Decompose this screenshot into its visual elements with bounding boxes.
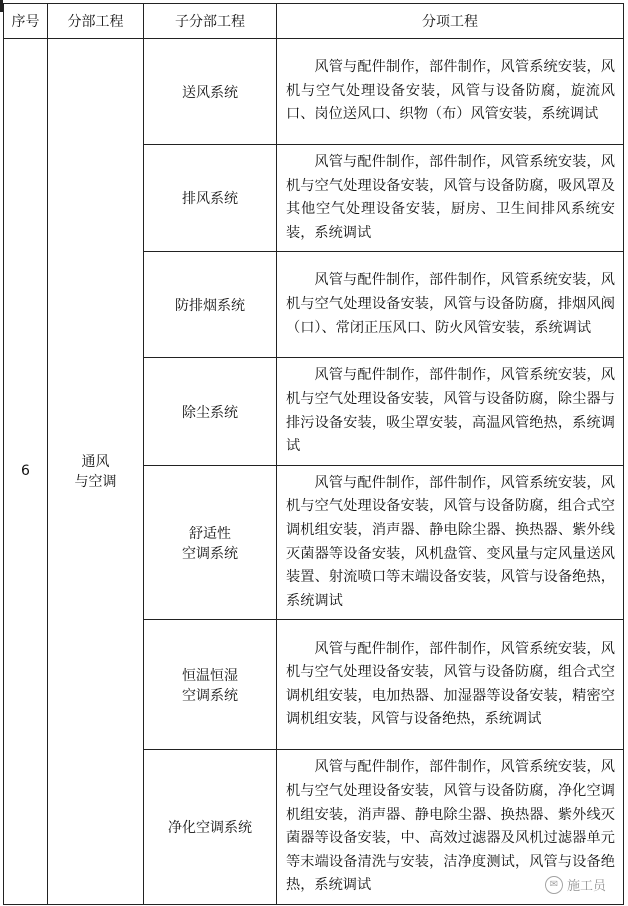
header-division: 分部工程: [48, 4, 144, 39]
items-cell: 风管与配件制作，部件制作，风管系统安装，风机与空气处理设备安装，风管与设备防腐，吸风罩及其他空气处理设备安装，厨房、卫生间排风系统安装，系统调试: [277, 145, 624, 252]
wechat-icon: ✉: [545, 876, 563, 894]
header-seq: 序号: [4, 4, 48, 39]
items-cell: 风管与配件制作，部件制作，风管系统安装，风机与空气处理设备安装，风管与设备防腐，净化空调机组安装，消声器、静电除尘器、换热器、紫外线灭菌器等设备安装，中、高效过滤器及风机过滤器单元等末端设备清洗与安装，洁净度测试，风管与设备绝热，系统调试: [277, 750, 624, 905]
subdivision-line: 除尘系统: [182, 404, 238, 421]
division-cell: [48, 39, 144, 905]
division-line-1: 通风: [81, 454, 110, 471]
subdivision-cell: [144, 39, 277, 145]
header-subdivision: 子分部工程: [144, 4, 277, 39]
watermark-text: 施工员: [566, 879, 606, 894]
construction-division-table: [3, 3, 624, 905]
subdivision-line: 净化空调系统: [168, 820, 252, 837]
items-cell: 风管与配件制作，部件制作，风管系统安装，风机与空气处理设备安装，风管与设备防腐，排烟风阀（口）、常闭正压风口、防火风管安装，系统调试: [277, 252, 624, 358]
items-cell: 风管与配件制作，部件制作，风管系统安装，风机与空气处理设备安装，风管与设备防腐，组合式空调机组安装，电加热器、加湿器等设备安装，精密空调机组安装，风管与设备绝热，系统调试: [277, 620, 624, 750]
subdivision-cell: [144, 465, 277, 620]
subdivision-line: 恒温恒湿: [182, 667, 238, 684]
header-items: 分项工程: [277, 4, 624, 39]
subdivision-cell: [144, 750, 277, 905]
items-cell: 风管与配件制作，部件制作，风管系统安装，风机与空气处理设备安装，风管与设备防腐，旋流风口、岗位送风口、织物（布）风管安装，系统调试: [277, 39, 624, 145]
subdivision-cell: [144, 252, 277, 358]
seq-cell: 6: [4, 39, 48, 905]
table-row: [4, 39, 624, 145]
subdivision-cell: [144, 358, 277, 465]
subdivision-line: 排风系统: [182, 191, 238, 208]
header-row: [4, 4, 624, 39]
subdivision-line: 空调系统: [182, 687, 238, 704]
subdivision-line: 送风系统: [182, 84, 238, 101]
subdivision-line: 空调系统: [182, 545, 238, 562]
watermark: [545, 875, 606, 894]
division-line-2: 与空调: [74, 474, 117, 491]
items-cell: 风管与配件制作，部件制作，风管系统安装，风机与空气处理设备安装，风管与设备防腐，除尘器与排污设备安装，吸尘罩安装，高温风管绝热，系统调试: [277, 358, 624, 465]
subdivision-line: 舒适性: [189, 525, 231, 542]
subdivision-cell: [144, 145, 277, 252]
subdivision-cell: [144, 620, 277, 750]
items-cell: 风管与配件制作，部件制作，风管系统安装，风机与空气处理设备安装，风管与设备防腐，组合式空调机组安装，消声器、静电除尘器、换热器、紫外线灭菌器等设备安装，风机盘管、变风量与定风量送风装置、射流喷口等末端设备安装，风管与设备绝热，系统调试: [277, 465, 624, 620]
subdivision-line: 防排烟系统: [175, 297, 245, 314]
document: [3, 3, 623, 905]
